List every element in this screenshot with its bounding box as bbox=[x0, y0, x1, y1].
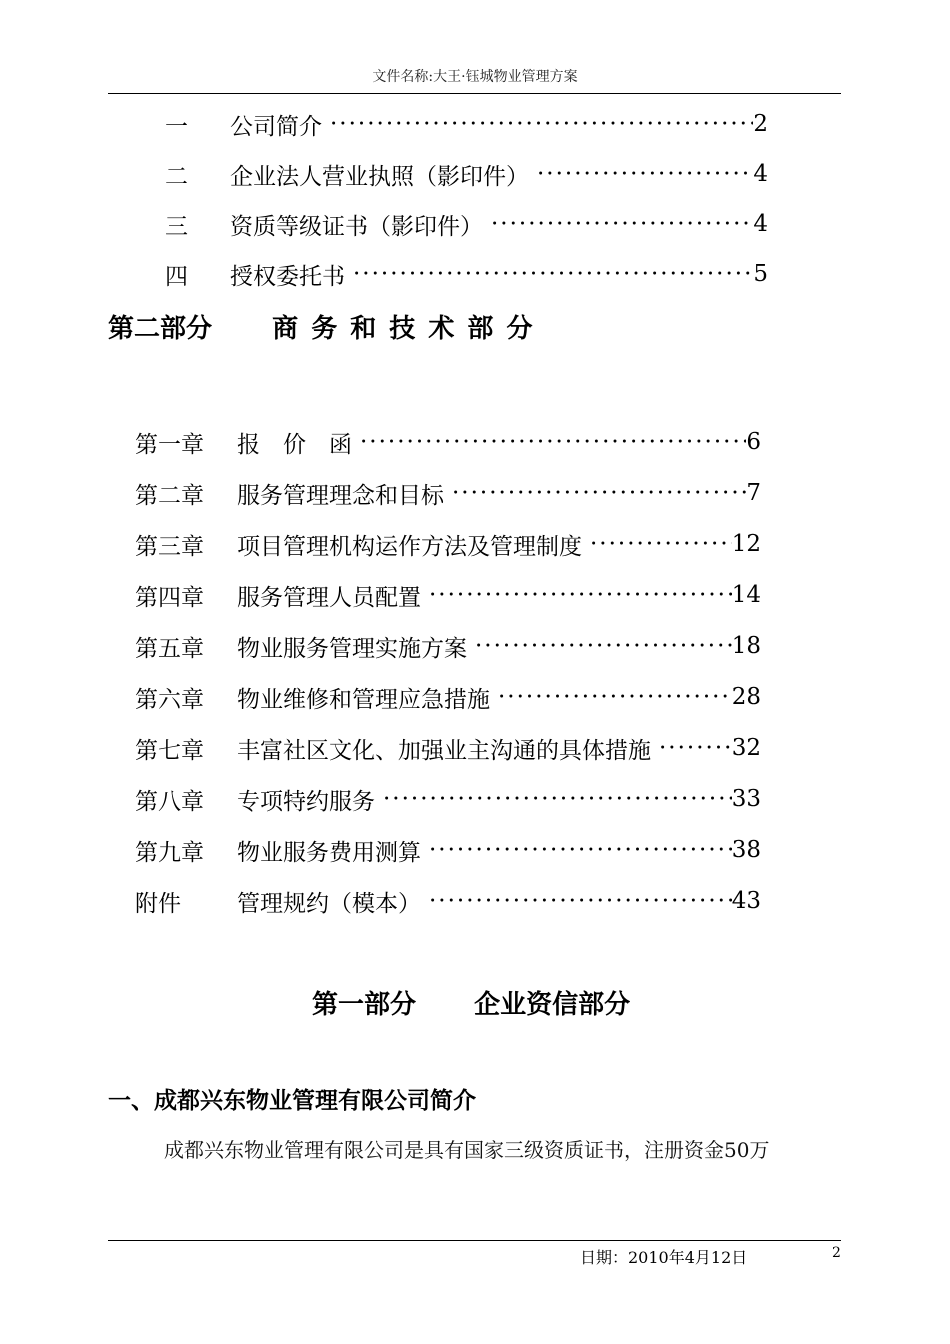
toc-entry-number: 四 bbox=[165, 263, 188, 290]
toc-entry-page: 43 bbox=[731, 888, 761, 914]
toc-entry[interactable] bbox=[135, 681, 761, 713]
toc-entry-page: 28 bbox=[731, 684, 761, 710]
section-paragraph: 成都兴东物业管理有限公司是具有国家三级资质证书，注册资金50万 bbox=[164, 1138, 770, 1162]
toc-leader-dots bbox=[429, 888, 732, 914]
toc-entry-title: 服务管理理念和目标 bbox=[237, 482, 444, 509]
toc-entry-number: 第五章 bbox=[135, 635, 204, 662]
toc-entry[interactable] bbox=[165, 258, 768, 290]
toc-entry[interactable] bbox=[135, 579, 761, 611]
toc-entry-page: 4 bbox=[753, 211, 768, 237]
toc-entry[interactable] bbox=[135, 630, 761, 662]
part2-heading bbox=[108, 308, 534, 345]
section-heading: 一、成都兴东物业管理有限公司简介 bbox=[108, 1087, 476, 1114]
toc-leader-dots bbox=[659, 735, 732, 761]
toc-entry-title: 管理规约（模本） bbox=[237, 890, 421, 917]
toc-leader-dots bbox=[590, 531, 732, 557]
toc-entry-number: 第七章 bbox=[135, 737, 204, 764]
toc-entry[interactable] bbox=[135, 885, 761, 917]
toc-entry-number: 第六章 bbox=[135, 686, 204, 713]
toc-entry-number: 第一章 bbox=[135, 431, 204, 458]
toc-entry-page: 5 bbox=[753, 261, 768, 287]
toc-entry-title: 资质等级证书（影印件） bbox=[230, 213, 483, 240]
toc-entry-title: 专项特约服务 bbox=[237, 788, 375, 815]
part1-title: 企业资信部分 bbox=[474, 990, 631, 1020]
toc-leader-dots bbox=[383, 786, 732, 812]
toc-entry-page: 18 bbox=[731, 633, 761, 659]
toc-leader-dots bbox=[360, 429, 746, 455]
footer-divider bbox=[108, 1240, 841, 1241]
toc-entry[interactable] bbox=[165, 208, 768, 240]
toc-entry-page: 38 bbox=[731, 837, 761, 863]
toc-entry-page: 7 bbox=[746, 480, 761, 506]
toc-entry-number: 第四章 bbox=[135, 584, 204, 611]
toc-leader-dots bbox=[429, 582, 732, 608]
toc-entry[interactable] bbox=[135, 834, 761, 866]
toc-entry-title: 报 价 函 bbox=[237, 431, 352, 458]
toc-entry[interactable] bbox=[165, 108, 768, 140]
toc-leader-dots bbox=[353, 261, 753, 287]
toc-entry-number: 第九章 bbox=[135, 839, 204, 866]
part1-heading bbox=[312, 984, 630, 1021]
toc-entry[interactable] bbox=[135, 426, 761, 458]
toc-leader-dots bbox=[498, 684, 732, 710]
toc-leader-dots bbox=[491, 211, 753, 237]
toc-entry[interactable] bbox=[135, 783, 761, 815]
toc-entry-number: 二 bbox=[165, 163, 188, 190]
toc-leader-dots bbox=[475, 633, 732, 659]
toc-entry-page: 12 bbox=[731, 531, 761, 557]
page-number: 2 bbox=[832, 1245, 841, 1261]
toc-entry-page: 32 bbox=[731, 735, 761, 761]
part2-title: 商 务 和 技 术 部 分 bbox=[272, 314, 535, 344]
toc-entry-title: 服务管理人员配置 bbox=[237, 584, 421, 611]
toc-entry[interactable] bbox=[135, 528, 761, 560]
toc-entry-number: 第八章 bbox=[135, 788, 204, 815]
toc-entry-title: 授权委托书 bbox=[230, 263, 345, 290]
toc-entry-title: 丰富社区文化、加强业主沟通的具体措施 bbox=[237, 737, 651, 764]
toc-entry-number: 第二章 bbox=[135, 482, 204, 509]
toc-entry-number: 附件 bbox=[135, 890, 181, 917]
part1-label: 第一部分 bbox=[312, 990, 417, 1020]
toc-leader-dots bbox=[330, 111, 753, 137]
toc-entry[interactable] bbox=[135, 477, 761, 509]
toc-entry-page: 6 bbox=[746, 429, 761, 455]
toc-entry-page: 4 bbox=[753, 161, 768, 187]
header-divider bbox=[108, 93, 841, 94]
toc-entry-number: 三 bbox=[165, 213, 188, 240]
toc-entry-page: 33 bbox=[731, 786, 761, 812]
toc-entry-page: 2 bbox=[753, 111, 768, 137]
toc-entry-title: 物业维修和管理应急措施 bbox=[237, 686, 490, 713]
toc-leader-dots bbox=[429, 837, 732, 863]
part2-label: 第二部分 bbox=[108, 314, 213, 344]
toc-entry-number: 第三章 bbox=[135, 533, 204, 560]
toc-entry-page: 14 bbox=[731, 582, 761, 608]
toc-entry-title: 企业法人营业执照（影印件） bbox=[230, 163, 529, 190]
document-header: 文件名称:大王·钰城物业管理方案 bbox=[372, 69, 578, 85]
toc-entry-title: 物业服务费用测算 bbox=[237, 839, 421, 866]
toc-entry-number: 一 bbox=[165, 113, 188, 140]
toc-leader-dots bbox=[452, 480, 746, 506]
toc-entry[interactable] bbox=[135, 732, 761, 764]
toc-entry-title: 公司简介 bbox=[230, 113, 322, 140]
toc-entry-title: 物业服务管理实施方案 bbox=[237, 635, 467, 662]
toc-leader-dots bbox=[537, 161, 753, 187]
toc-entry-title: 项目管理机构运作方法及管理制度 bbox=[237, 533, 582, 560]
footer-date: 日期：2010年4月12日 bbox=[580, 1248, 748, 1267]
toc-entry[interactable] bbox=[165, 158, 768, 190]
